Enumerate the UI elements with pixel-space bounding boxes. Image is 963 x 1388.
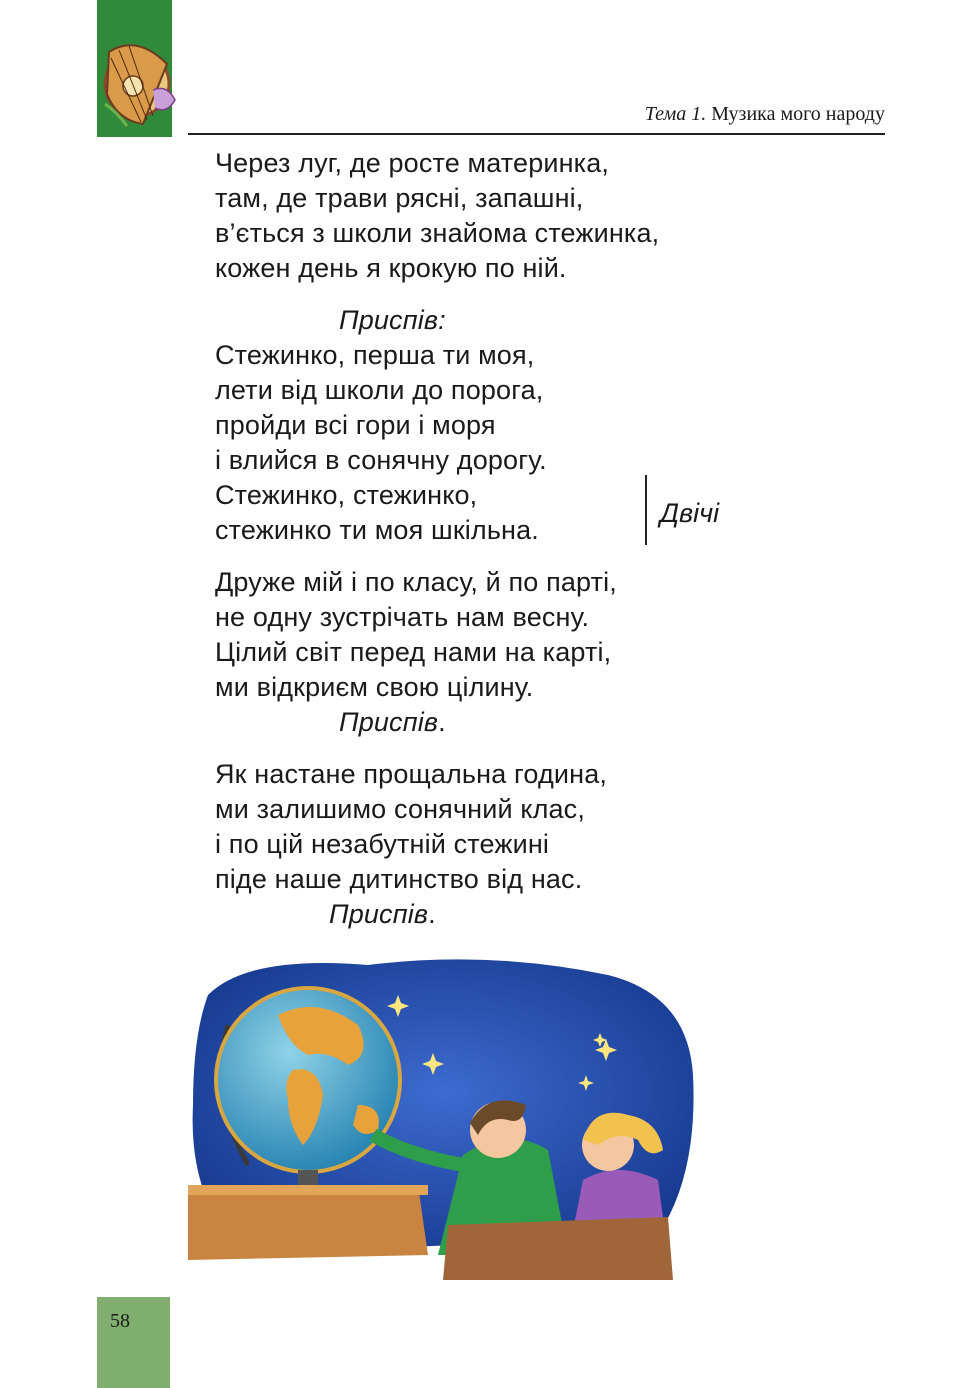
lyric-line: кожен день я крокую по ній.	[215, 253, 567, 283]
bandura-emblem-icon	[97, 34, 179, 130]
chorus-reference	[215, 897, 775, 932]
lyric-line: в’ється з школи знайома стежинка,	[215, 218, 660, 248]
lyric-line: піде наше дитинство від нас.	[215, 864, 583, 894]
lyric-line: лети від школи до порога,	[215, 375, 544, 405]
chorus-ref-label: Приспів	[329, 899, 429, 929]
topic-label: Тема 1.	[644, 103, 707, 125]
chorus-reference	[215, 705, 775, 740]
page-number: 58	[110, 1310, 130, 1332]
lyric-line: Цілий світ перед нами на карті,	[215, 637, 612, 667]
chorus-label: Приспів:	[339, 305, 446, 335]
chorus-ref-period: .	[428, 899, 436, 929]
globe-classroom-illustration	[188, 955, 698, 1280]
repeat-bracket	[645, 475, 647, 545]
chorus-ref-period: .	[438, 707, 446, 737]
lyric-line: пройди всі гори і моря	[215, 410, 496, 440]
verse-1	[215, 146, 775, 286]
page-number-tab	[97, 1297, 170, 1388]
chorus-ref-label: Приспів	[339, 707, 439, 737]
lyric-line: і влийся в сонячну дорогу.	[215, 445, 547, 475]
page-header-title	[645, 103, 885, 126]
lyric-line: не одну зустрічать нам весну.	[215, 602, 590, 632]
lyric-line: там, де трави рясні, запашні,	[215, 183, 584, 213]
lyric-line: ми відкриєм свою цілину.	[215, 672, 534, 702]
verse-2	[215, 565, 775, 740]
lyric-line: Як настане прощальна година,	[215, 759, 608, 789]
repeat-note: Двічі	[660, 498, 720, 528]
lyric-line: і по цій незабутній стежині	[215, 829, 550, 859]
header-divider	[188, 133, 885, 135]
topic-title: Музика мого народу	[711, 103, 885, 125]
lyric-line: стежинко ти моя шкільна.	[215, 515, 539, 545]
lyric-line: Стежинко, стежинко,	[215, 480, 478, 510]
verse-3	[215, 757, 775, 932]
lyric-line: ми залишимо сонячний клас,	[215, 794, 585, 824]
song-lyrics	[215, 146, 775, 949]
lyric-line: Стежинко, перша ти моя,	[215, 340, 535, 370]
lyric-line: Через луг, де росте материнка,	[215, 148, 610, 178]
lyric-line: Друже мій і по класу, й по парті,	[215, 567, 617, 597]
